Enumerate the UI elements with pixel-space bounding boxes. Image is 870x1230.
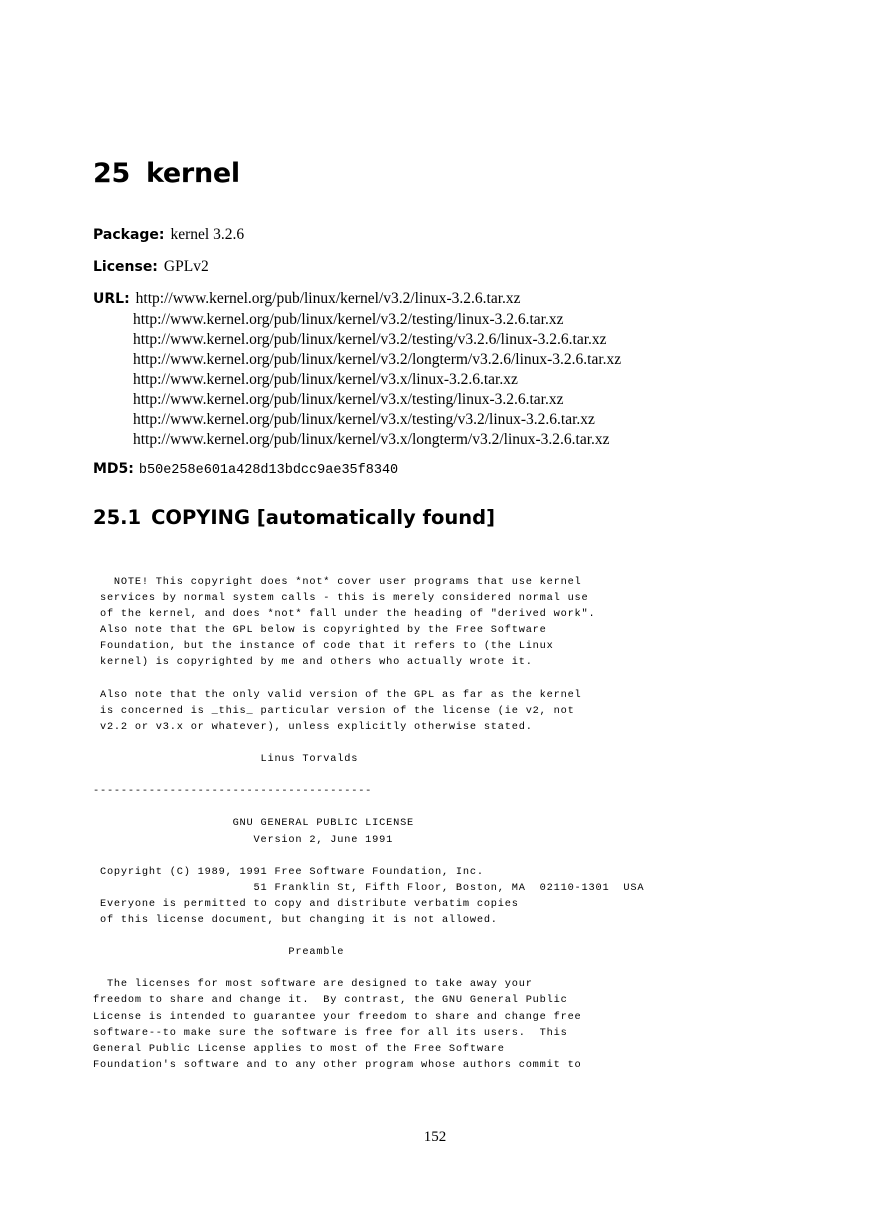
url-label: URL: — [93, 291, 130, 307]
package-value: kernel 3.2.6 — [170, 226, 245, 243]
chapter-title: kernel — [145, 158, 240, 189]
url-link[interactable]: http://www.kernel.org/pub/linux/kernel/v3.2/linux-3.2.6.tar.xz — [135, 290, 521, 307]
page-number: 152 — [423, 1129, 447, 1145]
section-number: 25.1 — [93, 506, 142, 529]
url-link[interactable]: http://www.kernel.org/pub/linux/kernel/v3.x/testing/v3.2/linux-3.2.6.tar.xz — [133, 411, 595, 428]
url-link[interactable]: http://www.kernel.org/pub/linux/kernel/v3.2/testing/v3.2.6/linux-3.2.6.tar.xz — [133, 331, 607, 348]
chapter-number: 25 — [93, 158, 130, 189]
md5-value: b50e258e601a428d13bdcc9ae35f8340 — [138, 463, 399, 478]
section-title: COPYING [automatically found] — [151, 506, 496, 529]
license-label: License: — [93, 259, 158, 275]
url-link[interactable]: http://www.kernel.org/pub/linux/kernel/v3.2/longterm/v3.2.6/linux-3.2.6.tar.xz — [133, 351, 622, 368]
url-link[interactable]: http://www.kernel.org/pub/linux/kernel/v3.x/longterm/v3.2/linux-3.2.6.tar.xz — [133, 431, 610, 448]
url-field — [93, 290, 521, 308]
url-list — [133, 310, 621, 450]
url-link[interactable]: http://www.kernel.org/pub/linux/kernel/v3.2/testing/linux-3.2.6.tar.xz — [133, 311, 564, 328]
license-field — [93, 258, 209, 276]
url-link[interactable]: http://www.kernel.org/pub/linux/kernel/v3.x/linux-3.2.6.tar.xz — [133, 371, 518, 388]
license-text-block: NOTE! This copyright does *not* cover user programs that use kernel services by normal system calls - this is merely considered normal use of the kernel, and does *not* fall under the heading of "derived work". Also note that the GPL below is copyrighted by the Free Software Foundation, but the instance of code that it refers to (the Linux kernel) is copyrighted by me and others who actually wrote it. Also note that the only valid version of the GPL as far as the kernel is concerned is _this_ particular version of the license (ie v2, not v2.2 or v3.x or whatever), unless explicitly otherwise stated. Linus Torvalds ---------------------------------------- GNU GENERAL PUBLIC LICENSE Version 2, June 1991 Copyright (C) 1989, 1991 Free Software Foundation, Inc. 51 Franklin St, Fifth Floor, Boston, MA 02110-1301 USA Everyone is permitted to copy and distribute verbatim copies of this license document, but changing it is not allowed. Preamble The licenses for most software are designed to take away your freedom to share and change it. By contrast, the GNU General Public License is intended to guarantee your freedom to share and change free software--to make sure the software is free for all its users. This General Public License applies to most of the Free Software Foundation's software and to any other program whose authors commit to — [93, 576, 645, 1071]
md5-label: MD5: — [93, 461, 134, 477]
package-field — [93, 226, 244, 244]
chapter-heading — [93, 158, 240, 189]
md5-field — [93, 461, 398, 478]
license-value: GPLv2 — [163, 258, 209, 275]
section-heading — [93, 506, 495, 529]
package-label: Package: — [93, 227, 165, 243]
url-link[interactable]: http://www.kernel.org/pub/linux/kernel/v3.x/testing/linux-3.2.6.tar.xz — [133, 391, 564, 408]
